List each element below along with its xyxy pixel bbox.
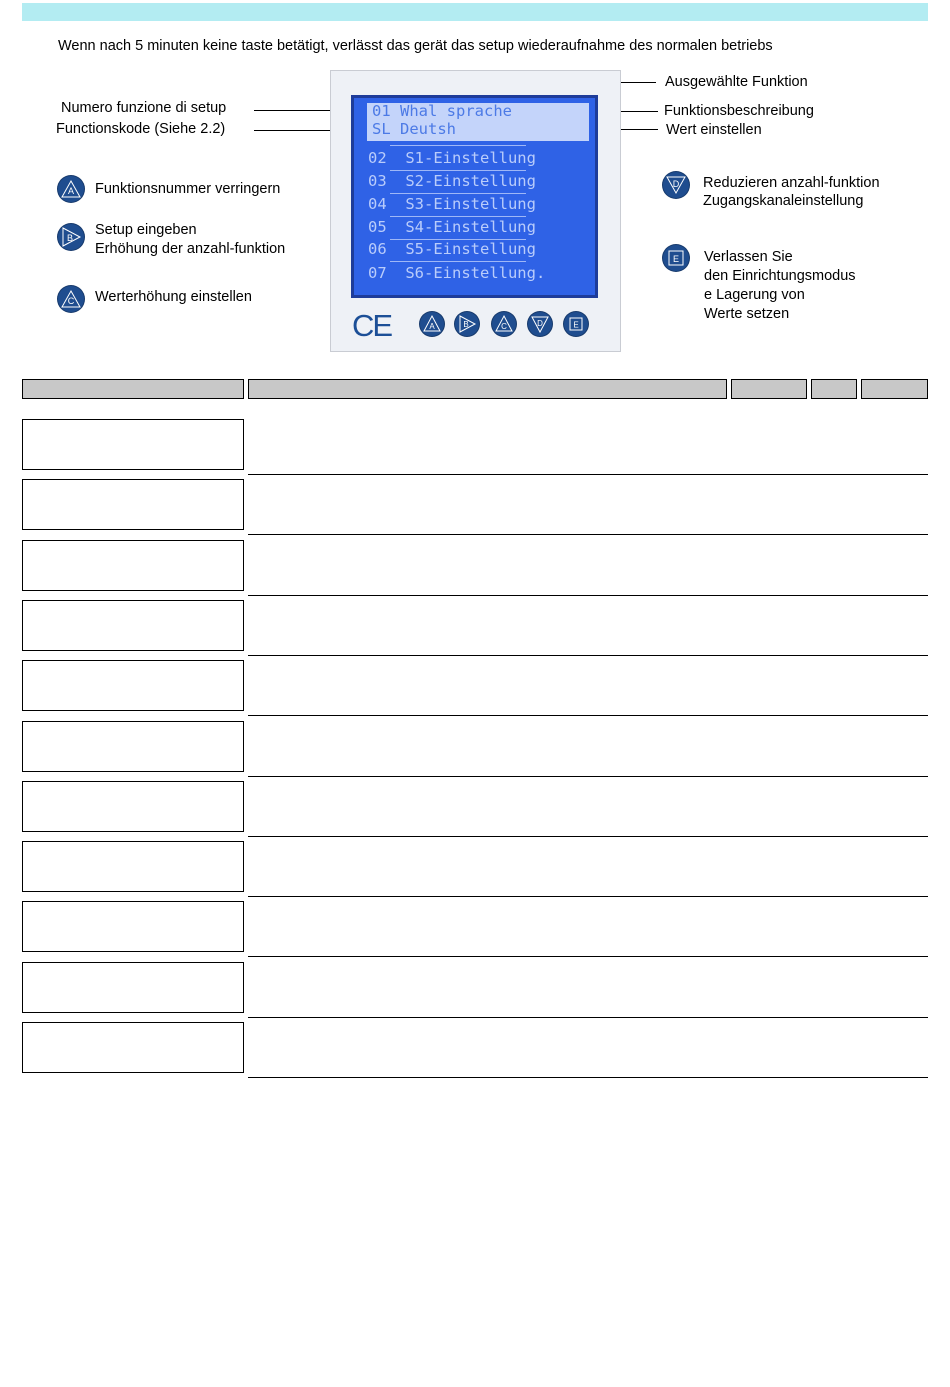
table-row-divider <box>248 836 928 837</box>
svg-text:B: B <box>66 233 74 243</box>
svg-text:A: A <box>429 322 435 331</box>
table-row-label-cell <box>22 901 244 952</box>
svg-text:A: A <box>67 186 75 196</box>
key-d-text-2: Zugangskanaleinstellung <box>703 193 864 209</box>
key-a-text: Funktionsnummer verringern <box>95 181 281 197</box>
key-d-icon <box>663 172 689 198</box>
svg-text:E: E <box>573 320 579 330</box>
table-row-divider <box>248 776 928 777</box>
svg-text:E: E <box>672 254 680 264</box>
key-e-text-1: Verlassen Sie <box>704 249 793 265</box>
table-row-divider <box>248 715 928 716</box>
lcd-selected-line-2: SL Deutsh <box>372 120 456 138</box>
table-row-label-cell <box>22 841 244 892</box>
lcd-separator <box>390 193 526 194</box>
key-c-icon <box>58 286 84 312</box>
table-row-divider <box>248 655 928 656</box>
table-row-label-cell <box>22 962 244 1013</box>
table-header-cell <box>22 379 244 399</box>
key-b-icon <box>58 224 84 250</box>
device-button-d[interactable] <box>528 312 552 336</box>
svg-text:C: C <box>501 322 507 331</box>
table-row-label-cell <box>22 781 244 832</box>
key-c-text: Werterhöhung einstellen <box>95 289 252 305</box>
function-code-label: Functionskode (Siehe 2.2) <box>56 121 226 137</box>
table-row-label-cell <box>22 721 244 772</box>
lcd-row-5: 06 S5-Einstellung <box>368 240 536 258</box>
table-row-divider <box>248 896 928 897</box>
table-row-divider <box>248 1017 928 1018</box>
table-row-divider <box>248 1077 928 1078</box>
svg-text:D: D <box>672 179 680 189</box>
device-button-a[interactable] <box>420 312 444 336</box>
table-row-label-cell <box>22 600 244 651</box>
intro-text: Wenn nach 5 minuten keine taste betätigt, verlässt das gerät das setup wiederaufnahme des normalen betriebs <box>58 38 773 54</box>
key-a-icon <box>58 176 84 202</box>
table-row-label-cell <box>22 660 244 711</box>
table-header-cell <box>731 379 807 399</box>
table-row-divider <box>248 956 928 957</box>
set-value-label: Wert einstellen <box>666 122 762 138</box>
device-button-c[interactable] <box>492 312 516 336</box>
device-button-e[interactable] <box>564 312 588 336</box>
table-row-divider <box>248 474 928 475</box>
svg-text:C: C <box>67 296 75 306</box>
lcd-row-4: 05 S4-Einstellung <box>368 218 536 236</box>
setup-number-label: Numero funzione di setup <box>61 100 227 116</box>
key-e-text-4: Werte setzen <box>704 306 790 322</box>
table-header-cell <box>861 379 928 399</box>
key-d-text-1: Reduzieren anzahl-funktion <box>703 175 880 191</box>
lcd-row-6: 07 S6-Einstellung. <box>368 264 546 282</box>
function-description-label: Funktionsbeschreibung <box>664 103 814 119</box>
lcd-row-3: 04 S3-Einstellung <box>368 195 536 213</box>
lcd-separator <box>390 145 526 146</box>
device-button-b[interactable] <box>455 312 479 336</box>
key-e-icon <box>663 245 689 271</box>
lcd-screen <box>351 95 598 298</box>
table-row-label-cell <box>22 1022 244 1073</box>
table-row-label-cell <box>22 540 244 591</box>
svg-text:D: D <box>537 319 543 328</box>
table-header-cell <box>248 379 727 399</box>
lcd-separator <box>390 216 526 217</box>
header-bar <box>22 3 928 21</box>
selected-function-label: Ausgewählte Funktion <box>665 74 808 90</box>
ce-mark: CE <box>352 308 392 343</box>
table-header-cell <box>811 379 857 399</box>
key-e-text-3: e Lagerung von <box>704 287 805 303</box>
lcd-selected-line-1: 01 Whal sprache <box>372 102 512 120</box>
table-row-divider <box>248 595 928 596</box>
table-row-divider <box>248 534 928 535</box>
lcd-row-2: 03 S2-Einstellung <box>368 172 536 190</box>
lcd-separator <box>390 261 526 262</box>
table-row-label-cell <box>22 419 244 470</box>
table-row-label-cell <box>22 479 244 530</box>
key-b-text-1: Setup eingeben <box>95 222 197 238</box>
key-b-text-2: Erhöhung der anzahl-funktion <box>95 241 286 257</box>
lcd-row-1: 02 S1-Einstellung <box>368 149 536 167</box>
lcd-separator <box>390 170 526 171</box>
key-e-text-2: den Einrichtungsmodus <box>704 268 856 284</box>
svg-text:B: B <box>463 320 469 329</box>
